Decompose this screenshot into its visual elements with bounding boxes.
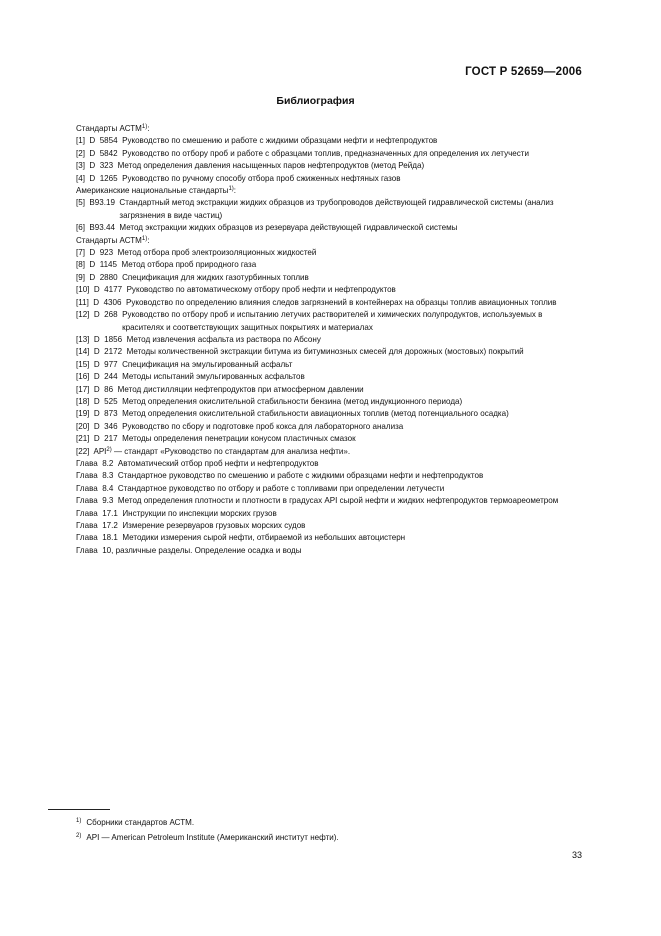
- bibliography-entry: [76, 470, 584, 482]
- entry-number: [15] D 977: [76, 359, 123, 369]
- bibliography-entry: [76, 508, 584, 520]
- entry-text: Руководство по определению влияния следов загрязнений в контейнерах на образцы топлив авиационных топлив: [125, 297, 557, 307]
- group-suffix: :: [147, 124, 150, 133]
- bibliography-entry: [76, 446, 584, 458]
- entry-text: Метод экстракции жидких образцов из резервуара действующей гидравлической системы: [119, 223, 458, 233]
- group-title: Стандарты АСТМ: [76, 124, 142, 133]
- bibliography-entry: [76, 346, 584, 358]
- entry-text: Руководство по смешению и работе с жидкими образцами нефти и нефтепродуктов: [122, 136, 438, 146]
- bibliography-entry: [76, 396, 584, 408]
- bibliography-entry: [76, 160, 584, 172]
- entry-text: Метод определения плотности и плотности в градусах API сырой нефти и жидких нефтепродуктов термоареометром: [117, 496, 559, 506]
- footnote-marker: 2): [106, 446, 112, 453]
- entry-number: [17] D 86: [76, 384, 118, 394]
- entry-text: Спецификация для жидких газотурбинных топлив: [122, 272, 309, 282]
- entry-number: [10] D 4177: [76, 285, 127, 295]
- bibliography-entry: [76, 384, 584, 396]
- bibliography-entry: [76, 135, 584, 147]
- bibliography-entry: [76, 148, 584, 160]
- entry-number: [20] D 346: [76, 421, 123, 431]
- bibliography-entry: [76, 272, 584, 284]
- entry-number: Глава 10,: [76, 545, 116, 555]
- entry-number: [4] D 1265: [76, 173, 123, 183]
- entry-number: [13] D 1856: [76, 334, 127, 344]
- entry-number: [18] D 525: [76, 396, 123, 406]
- entry-number: [9] D 2880: [76, 272, 123, 282]
- entry-number: Глава 8.2: [76, 458, 118, 468]
- entry-text: Метод отбора проб электроизоляционных жидкостей: [117, 248, 317, 258]
- footnotes: [76, 815, 596, 845]
- bibliography-entry: [76, 247, 584, 259]
- entry-number: Глава 18.1: [76, 533, 123, 543]
- footnote-text: Сборники стандартов АСТМ.: [86, 818, 195, 827]
- bibliography-list: [76, 123, 584, 557]
- footnote-number: 1): [76, 818, 82, 824]
- footnote-marker: 1): [228, 186, 234, 193]
- entry-number: Глава 17.1: [76, 508, 123, 518]
- bibliography-entry: [76, 458, 584, 470]
- entry-text: Метод отбора проб природного газа: [121, 260, 257, 270]
- bibliography-entry: [76, 259, 584, 271]
- page-title: Библиография: [276, 95, 355, 107]
- footnote-divider: [48, 809, 110, 810]
- bibliography-entry: [76, 483, 584, 495]
- footnote-marker: 1): [141, 124, 148, 130]
- bibliography-entry: [76, 545, 584, 557]
- entry-number: [16] D 244: [76, 372, 123, 382]
- group-suffix: :: [233, 186, 237, 196]
- entry-text: Методики измерения сырой нефти, отбираемой из небольших автоцистерн: [122, 533, 406, 543]
- entry-number: [3] D 323: [76, 161, 118, 171]
- entry-text: Спецификация на эмульгированный асфальт: [122, 359, 293, 369]
- group-title: Американские национальные стандарты: [76, 186, 229, 196]
- entry-number: [8] D 1145: [76, 260, 122, 270]
- document-code: ГОСТ Р 52659—2006: [465, 66, 582, 78]
- entry-text: Метод определения окислительной стабильности авиационных топлив (метод потенциального осадка): [122, 409, 509, 419]
- entry-text: Автоматический отбор проб нефти и нефтепродуктов: [117, 458, 319, 468]
- entry-number: Глава 9.3: [76, 496, 118, 506]
- entry-number: [21] D 217: [76, 434, 123, 444]
- entry-text: Руководство по отбору проб и испытанию летучих растворителей и химических полупродуктов, используемых в красителях и соответствующих защитных покрытиях и материалах: [122, 310, 543, 332]
- entry-number: [22] API: [76, 446, 107, 456]
- entry-number: [7] D 923: [76, 248, 118, 258]
- entry-text: Метод определения окислительной стабильности бензина (метод индукционного периода): [122, 396, 463, 406]
- entry-number: [19] D 873: [76, 409, 123, 419]
- entry-text: Метод извлечения асфальта из раствора по Абсону: [126, 334, 321, 344]
- bibliography-entry: [76, 433, 584, 445]
- bibliography-entry: [76, 284, 584, 296]
- standards-group-heading: [76, 235, 584, 247]
- entry-number: [6] B93.44: [76, 223, 120, 233]
- page-number: 33: [571, 850, 582, 860]
- standards-group-heading: [76, 185, 584, 197]
- bibliography-entry: [76, 421, 584, 433]
- standards-group-heading: [76, 123, 584, 135]
- entry-number: Глава 17.2: [76, 521, 123, 530]
- entry-number: [14] D 2172: [76, 347, 127, 357]
- entry-text: Руководство по автоматическому отбору проб нефти и нефтепродуктов: [126, 285, 396, 295]
- footnote-item: [76, 815, 596, 830]
- entry-number: Глава 8.4: [76, 483, 118, 493]
- entry-text: Стандартный метод экстракции жидких образцов из трубопроводов действующей гидравлической системы (анализ загрязнения в виде частиц): [119, 198, 554, 220]
- entry-text: Руководство по сбору и подготовке проб кокса для лабораторного анализа: [122, 421, 404, 431]
- entry-text: Методы определения пенетрации конусом пластичных смазок: [122, 434, 356, 444]
- group-suffix: :: [147, 235, 150, 245]
- entry-text: Метод определения давления насыщенных паров нефтепродуктов (метод Рейда): [117, 161, 425, 171]
- bibliography-entry: [76, 520, 584, 532]
- entry-number: [11] D 4306: [76, 297, 126, 307]
- entry-number: Глава 8.3: [76, 471, 118, 481]
- entry-number: [2] D 5842: [76, 148, 123, 158]
- bibliography-entry: [76, 334, 584, 346]
- entry-text: Методы испытаний эмульгированных асфальтов: [122, 372, 305, 382]
- entry-text: Руководство по отбору проб и работе с образцами топлив, предназначенных для определения их летучести: [122, 148, 529, 158]
- footnote-text: API — American Petroleum Institute (Американский институт нефти).: [86, 832, 339, 842]
- footnote-number: 2): [76, 832, 82, 839]
- bibliography-entry: [76, 532, 584, 544]
- entry-text: Руководство по ручному способу отбора проб сжиженных нефтяных газов: [122, 173, 401, 183]
- bibliography-entry: [76, 495, 584, 507]
- entry-number: [1] D 5854: [76, 136, 123, 146]
- entry-text: Стандартное руководство по отбору и работе с топливами при определении летучести: [117, 483, 445, 493]
- bibliography-entry: [76, 371, 584, 383]
- bibliography-entry: [76, 309, 584, 334]
- bibliography-entry: [76, 173, 584, 185]
- entry-text: различные разделы. Определение осадка и воды: [115, 545, 302, 555]
- entry-text: Методы количественной экстракции битума из битуминозных смесей для дорожных (мостовых) покрытий: [126, 347, 524, 357]
- bibliography-entry: [76, 197, 584, 222]
- footnote-item: [76, 830, 596, 845]
- entry-text: — стандарт «Руководство по стандартам для анализа нефти».: [111, 446, 351, 456]
- entry-number: [5] B93.19: [76, 198, 120, 208]
- entry-number: [12] D 268: [76, 310, 123, 320]
- entry-text: Инструкции по инспекции морских грузов: [122, 508, 277, 518]
- bibliography-entry: [76, 222, 584, 234]
- bibliography-entry: [76, 297, 584, 309]
- entry-text: Метод дистилляции нефтепродуктов при атмосферном давлении: [117, 384, 364, 394]
- entry-text: Измерение резервуаров грузовых морских судов: [122, 521, 306, 530]
- entry-text: Стандартное руководство по смешению и работе с жидкими образцами нефти и нефтепродуктов: [117, 471, 484, 481]
- group-title: Стандарты АСТМ: [76, 235, 142, 245]
- footnote-marker: 1): [141, 235, 148, 242]
- bibliography-entry: [76, 408, 584, 420]
- bibliography-entry: [76, 359, 584, 371]
